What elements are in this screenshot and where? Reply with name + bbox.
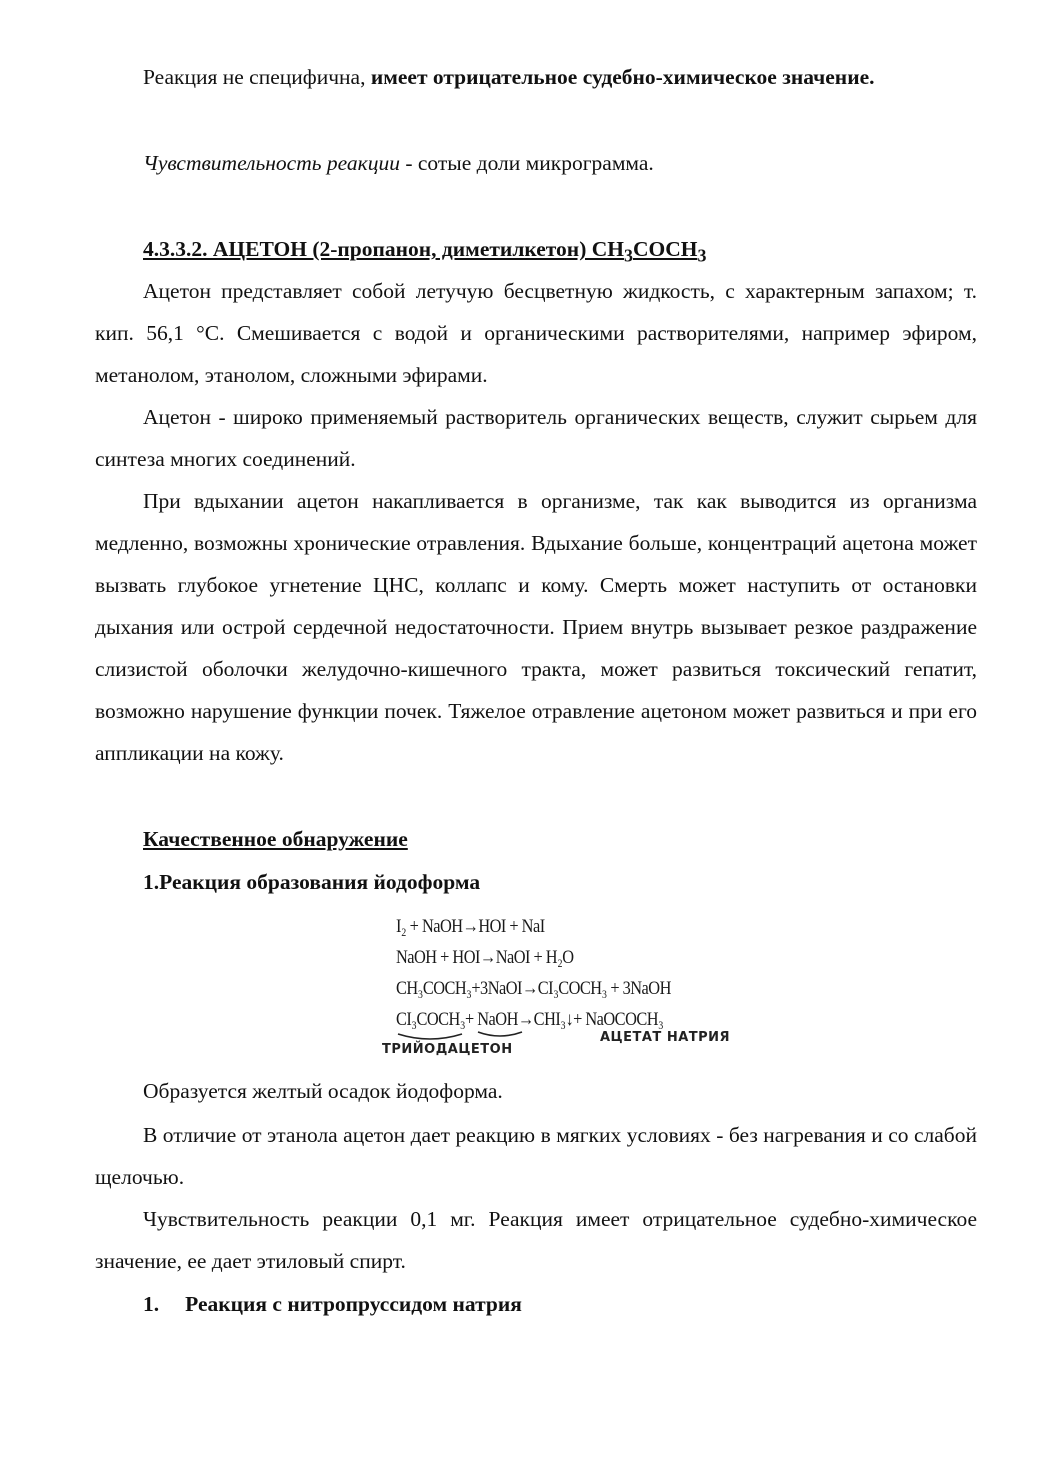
label-triiodoacetone: ТРИЙОДАЦЕТОН [382, 1042, 513, 1057]
reaction2-heading [143, 1289, 522, 1319]
paragraph-nonspecific [95, 56, 977, 98]
reaction1-heading: 1.Реакция образования йодоформа [143, 870, 481, 894]
qualitative-heading: Качественное обнаружение [143, 827, 408, 851]
paragraph-usage: Ацетон - широко применяемый растворитель органических веществ, служит сырьем для синтеза многих соединений. [95, 405, 977, 471]
bold-text: имеет отрицательное судебно-химическое значение. [370, 65, 875, 89]
equation-line: CI₃COCH₃+ NaOH→CHI₃↓+ NaOCOCH₃ [396, 1009, 664, 1030]
subscript: 3 [623, 245, 633, 266]
heading-text: 4.3.3.2. АЦЕТОН (2-пропанон, диметилкетон) CH [143, 237, 624, 261]
equation-line: CH₃COCH₃+3NaOI→CI₃COCH₃ + 3NaOH [396, 978, 671, 999]
paragraph-text: - сотые доли микрограмма. [399, 151, 654, 175]
heading-text: Реакция с нитропруссидом натрия [185, 1292, 522, 1316]
paragraph-precipitate: Образуется желтый осадок йодоформа. [143, 1079, 503, 1103]
list-number: 1. [143, 1292, 160, 1316]
equation-line: I₂ + NaOH→HOI + NaI [396, 916, 545, 937]
paragraph-properties: Ацетон представляет собой летучую бесцветную жидкость, с характерным запахом; т. кип. 56,1 °С. Смешивается с водой и органическими растворителями, например эфиром, метанолом, этанолом, сложными эфирами. [95, 279, 977, 387]
paragraph-text: Реакция не специфична, [143, 65, 371, 89]
paragraph-conditions: В отличие от этанола ацетон дает реакцию в мягких условиях - без нагревания и со слабой щелочью. [95, 1123, 977, 1189]
reaction-scheme [370, 912, 740, 1062]
italic-term: Чувствительность реакции [143, 151, 400, 175]
paragraph-sensitivity [95, 142, 977, 184]
heading-text: COCH [632, 237, 698, 261]
subscript: 3 [697, 245, 707, 266]
paragraph-reaction-sensitivity: Чувствительность реакции 0,1 мг. Реакция имеет отрицательное судебно-химическое значение, ее дает этиловый спирт. [95, 1207, 977, 1273]
paragraph-toxicity: При вдыхании ацетон накапливается в организме, так как выводится из организма медленно, возможны хронические отравления. Вдыхание больше, концентраций ацетона может вызвать глубокое угнетение ЦНС, коллапс и кому. Смерть может наступить от остановки дыхания или острой сердечной недостаточности. Прием внутрь вызывает резкое раздражение слизистой оболочки желудочно-кишечного тракта, может развиться токсический гепатит, возможно нарушение функции почек. Тяжелое отравление ацетоном может развиться и при его аппликации на кожу. [95, 489, 977, 765]
section-heading [143, 234, 706, 270]
equation-line: NaOH + HOI→NaOI + H₂O [396, 947, 574, 968]
label-sodium-acetate: АЦЕТАТ НАТРИЯ [600, 1030, 731, 1045]
